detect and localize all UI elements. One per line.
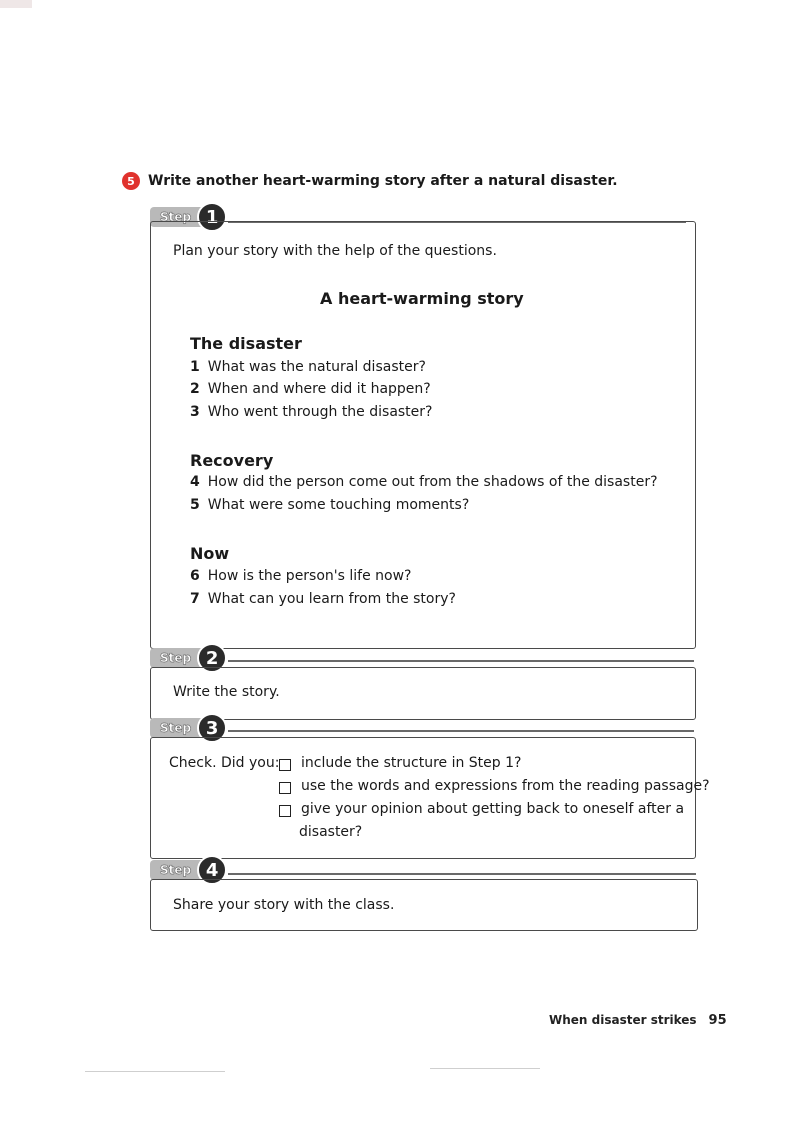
bottom-rule-right — [430, 1068, 540, 1069]
checklist-item: give your opinion about getting back to oneself after a — [279, 801, 684, 817]
step-2-label: Step — [150, 648, 203, 668]
page-corner-mark — [0, 0, 32, 8]
step-3-label: Step — [150, 718, 203, 738]
question-item: 1 What was the natural disaster? — [190, 359, 426, 375]
checkbox[interactable] — [279, 759, 291, 771]
step-3-number: 3 — [197, 713, 227, 743]
step-2-instruction: Write the story. — [173, 684, 280, 700]
story-title: A heart-warming story — [320, 289, 524, 308]
page-number: 95 — [708, 1013, 727, 1028]
step-4-number: 4 — [197, 855, 227, 885]
chapter-title: When disaster strikes — [549, 1013, 697, 1027]
task-header — [122, 171, 618, 191]
checkbox[interactable] — [279, 782, 291, 794]
check-prompt: Check. Did you: — [169, 755, 280, 771]
question-item: 4 How did the person come out from the shadows of the disaster? — [190, 474, 658, 490]
checkbox[interactable] — [279, 805, 291, 817]
step-4-label: Step — [150, 860, 203, 880]
step-2-top-rule — [228, 660, 694, 662]
task-number-badge: 5 — [122, 172, 140, 190]
step-1-label: Step — [150, 207, 203, 227]
question-item: 3 Who went through the disaster? — [190, 404, 433, 420]
section-heading-recovery: Recovery — [190, 451, 274, 470]
task-title: Write another heart-warming story after a natural disaster. — [148, 173, 618, 189]
question-item: 6 How is the person's life now? — [190, 568, 412, 584]
step-4-instruction: Share your story with the class. — [173, 897, 395, 913]
step-2-number: 2 — [197, 643, 227, 673]
checklist-item: include the structure in Step 1? — [279, 755, 521, 771]
section-heading-disaster: The disaster — [190, 334, 302, 353]
checklist-item: use the words and expressions from the reading passage? — [279, 778, 710, 794]
bottom-rule-left — [85, 1071, 225, 1072]
step-1-box — [150, 221, 696, 649]
step-1-number: 1 — [197, 202, 227, 232]
question-item: 5 What were some touching moments? — [190, 497, 470, 513]
question-item: 7 What can you learn from the story? — [190, 591, 456, 607]
step-1-instruction: Plan your story with the help of the questions. — [173, 243, 497, 259]
page-footer — [549, 1013, 727, 1028]
question-item: 2 When and where did it happen? — [190, 381, 431, 397]
step-4-top-rule — [228, 873, 696, 875]
step-3-top-rule — [228, 730, 694, 732]
section-heading-now: Now — [190, 544, 230, 563]
checklist-item-continued: disaster? — [299, 824, 363, 840]
